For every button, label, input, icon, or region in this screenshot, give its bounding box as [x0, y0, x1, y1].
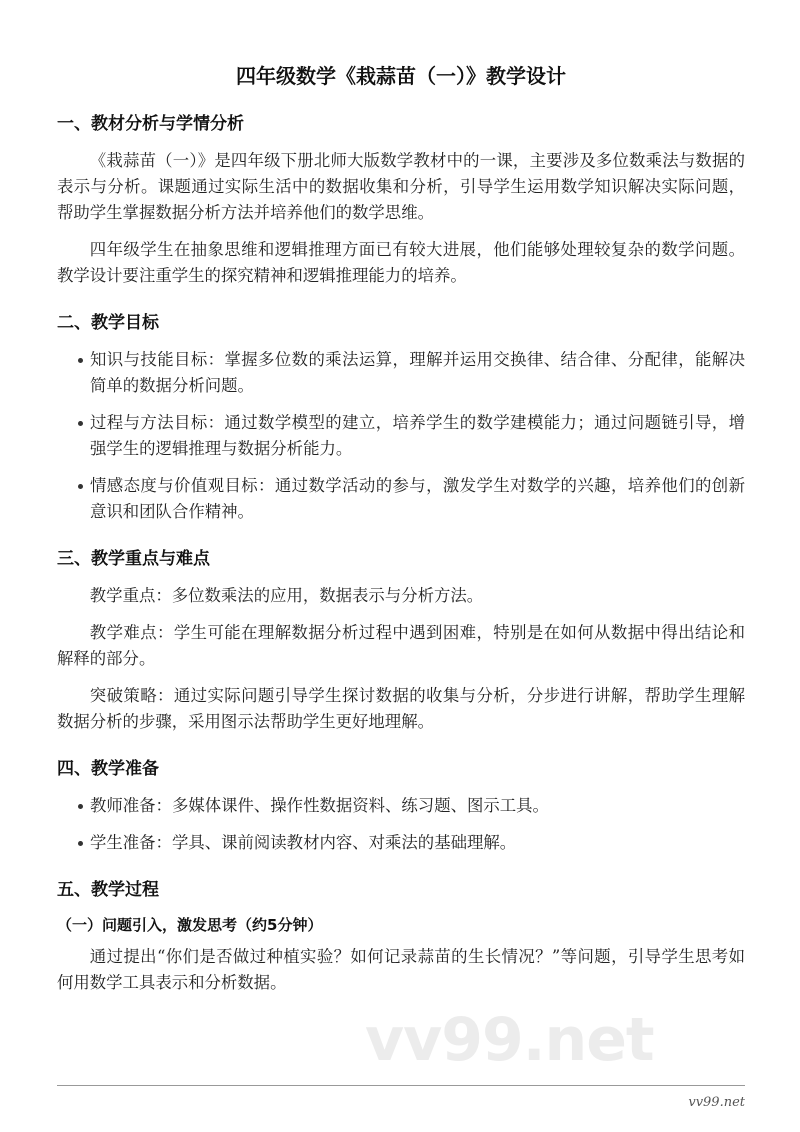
- list-item: 学生准备：学具、课前阅读教材内容、对乘法的基础理解。: [57, 830, 745, 856]
- list-item: 过程与方法目标：通过数学模型的建立，培养学生的数学建模能力；通过问题链引导，增强学生的逻辑推理与数据分析能力。: [57, 410, 745, 462]
- watermark: vv99.net: [365, 1005, 654, 1075]
- list-item: 教师准备：多媒体课件、操作性数据资料、练习题、图示工具。: [57, 793, 745, 819]
- list-item: 情感态度与价值观目标：通过数学活动的参与，激发学生对数学的兴趣，培养他们的创新意识和团队合作精神。: [57, 473, 745, 525]
- document-title: 四年级数学《栽蒜苗（一）》教学设计: [236, 64, 566, 88]
- list-item: 知识与技能目标：掌握多位数的乘法运算，理解并运用交换律、结合律、分配律，能解决简单的数据分析问题。: [57, 347, 745, 399]
- bullet-list: [57, 830, 745, 856]
- paragraph: 教学重点：多位数乘法的应用，数据表示与分析方法。: [89, 586, 484, 605]
- subsection-heading: （一）问题引入，激发思考（约5分钟）: [57, 916, 323, 934]
- watermark-area: [57, 1007, 745, 1077]
- section-heading: 三、教学重点与难点: [57, 549, 210, 569]
- paragraph: 教学难点：学生可能在理解数据分析过程中遇到困难，特别是在如何从数据中得出结论和解释的部分。: [57, 623, 745, 668]
- bullet-icon: [78, 484, 83, 489]
- bullet-icon: [78, 421, 83, 426]
- section-heading: 四、教学准备: [57, 759, 159, 779]
- paragraph: 突破策略：通过实际问题引导学生探讨数据的收集与分析，分步进行讲解，帮助学生理解数据分析的步骤，采用图示法帮助学生更好地理解。: [57, 686, 745, 731]
- bullet-list: [57, 793, 745, 819]
- section-heading: 一、教材分析与学情分析: [57, 114, 244, 134]
- footer-text: vv99.net: [688, 1095, 745, 1110]
- bullet-icon: [78, 841, 83, 846]
- paragraph: 四年级学生在抽象思维和逻辑推理方面已有较大进展，他们能够处理较复杂的数学问题。教学设计要注重学生的探究精神和逻辑推理能力的培养。: [57, 240, 745, 285]
- paragraph: 《栽蒜苗（一）》是四年级下册北师大版数学教材中的一课，主要涉及多位数乘法与数据的表示与分析。课题通过实际生活中的数据收集和分析，引导学生运用数学知识解决实际问题，帮助学生掌握数据分析方法并培养他们的数学思维。: [57, 151, 745, 222]
- footer-divider: [57, 1085, 745, 1086]
- bullet-icon: [78, 804, 83, 809]
- bullet-icon: [78, 358, 83, 363]
- paragraph: 通过提出“你们是否做过种植实验？如何记录蒜苗的生长情况？”等问题，引导学生思考如何用数学工具表示和分析数据。: [57, 947, 745, 992]
- bullet-list: [57, 473, 745, 525]
- section-heading: 二、教学目标: [57, 313, 159, 333]
- bullet-list: [57, 347, 745, 399]
- section-heading: 五、教学过程: [57, 880, 159, 900]
- bullet-list: [57, 410, 745, 462]
